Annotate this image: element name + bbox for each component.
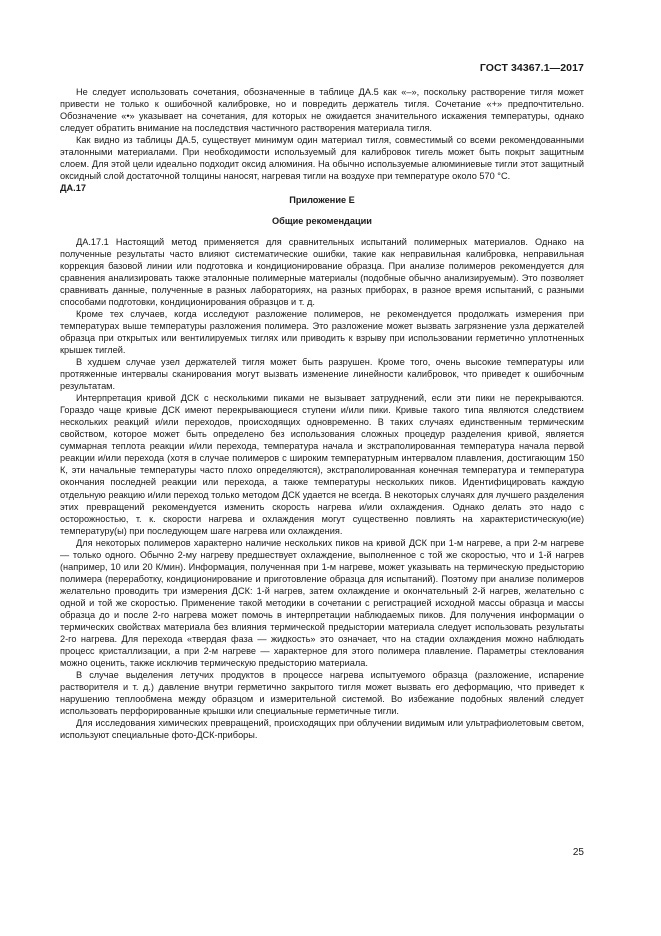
section-number: ДА.17 [60, 183, 86, 194]
paragraph: Интерпретация кривой ДСК с несколькими пиками не вызывает затруднений, если эти пики не перекрываются. Гораздо чаще кривые ДСК имеют перекрывающиеся ступени и/или пики. Кривые такого типа являются следствием нескольких реакций и/или переходов, происходящих одновременно. В таких случаях единственным термическим свойством, которое может быть определено без использования сложных процедур разделения кривой, является суммарная теплота реакции и/или перехода, температура начала и экстраполированная температура начала первой реакции и/или перехода (хотя в случае полимеров с широким температурным интервалом плавления, достигающим 150 К, эти начальные температуры часто плохо определяются), экстраполированная конечная температура и температура окончания последней реакции или перехода, а также температуры нескольких пиков. Идентифицировать каждую отдельную реакцию и/или переход только методом ДСК удается не всегда. В некоторых случаях для лучшего разделения этих превращений рекомендуется изменить скорость нагрева и/или охлаждения. Однако делать это надо с осторожностью, т. к. скорости нагрева и охлаждения могут существенно повлиять на характеристическую(ие) температуру(ы) при последующем шаге нагрева или охлаждения. [60, 393, 584, 536]
paragraph: Не следует использовать сочетания, обозначенные в таблице ДА.5 как «–», поскольку растворение тигля может привести не только к ошибочной калибровке, но и повредить держатель тигля. Сочетание «+» предпочтительно. Обозначение «•» указывает на сочетания, для которых не ожидается значительного искажения температуры, однако следует обратить внимание на последствия частичного растворения материала тигля. [60, 87, 584, 134]
document-body [60, 86, 584, 741]
paragraph: Как видно из таблицы ДА.5, существует минимум один материал тигля, совместимый со всеми рекомендованными эталонными материалами. При необходимости используемый для калибровок тигель может быть покрыт защитным слоем. Для этой цели идеально подходит оксид алюминия. На обычно используемые алюминиевые тигли этот защитный оксидный слой достаточной толщины наносят, нагревая тигли на воздухе при температуре около 570 °С. [60, 135, 584, 182]
appendix-title: Приложение Е [289, 195, 355, 206]
paragraph: В случае выделения летучих продуктов в процессе нагрева испытуемого образца (разложение, испарение растворителя и т. д.) давление внутри герметично закрытого тигля может вызвать его деформацию, что приведет к нарушению теплообмена между образцом и измерительной системой. Во избежание подобных явлений следует использовать перфорированные крышки или специальные герметичные тигли. [60, 670, 584, 717]
paragraph: ДА.17.1 Настоящий метод применяется для сравнительных испытаний полимерных материалов. Однако на полученные результаты часто влияют систематические ошибки, такие как неправильная калибровка, неправильная коррекция базовой линии или подготовка и кондиционирование образца. При анализе полимеров рекомендуется для сравнения анализировать также эталонные полимерные материалы (подобные обычно анализируемым). Это позволяет сравнивать данные, полученные в разных лабораториях, на разных приборах, в разное время испытаний, с разными способами подготовки, кондиционирования образцов и т. д. [60, 236, 584, 307]
paragraph: Для некоторых полимеров характерно наличие нескольких пиков на кривой ДСК при 1-м нагреве, а при 2-м нагреве — только одного. Обычно 2-му нагреву предшествует охлаждение, выполненное с той же скоростью, что и 1-й нагрев (например, 10 или 20 К/мин). Информация, полученная при 1-м нагреве, может указывать на термическую предысторию полимера (переработку, кондиционирование и приготовление образца для испытаний). Поэтому при анализе полимеров желательно проводить три измерения ДСК: 1-й нагрев, затем охлаждение и окончательный 2-й нагрев, желательно с одной и той же скоростью. Применение такой методики в сочетании с регистрацией исходной массы образца и массы образца до и после 2-го нагрева может помочь в интерпретации наблюдаемых пиков. Для получения информации о термических свойствах материала без влияния термической предыстории материала следует использовать результаты 2-го нагрева. Для перехода «твердая фаза — жидкость» это означает, что на стадии охлаждения можно наблюдать процесс кристаллизации, а при 2-м нагреве — характерное для этого полимера плавление. Параметры стеклования можно оценить, также исключив термическую предысторию материала. [60, 537, 584, 669]
appendix-subtitle: Общие рекомендации [272, 216, 372, 227]
page-number: 25 [572, 847, 584, 858]
paragraph: В худшем случае узел держателей тигля может быть разрушен. Кроме того, очень высокие температуры или протяженные интервалы сканирования могут вызвать изменение линейности калибровок, что приведет к ошибочным результатам. [60, 356, 584, 392]
paragraph: Кроме тех случаев, когда исследуют разложение полимеров, не рекомендуется продолжать измерения при температурах выше температуры разложения полимера. Это разложение может вызвать загрязнение узла держателей образца при открытых или вентилируемых тиглях или приводить к взрыву при использовании герметично уплотненных крышек тиглей. [60, 308, 584, 355]
paragraph: Для исследования химических превращений, происходящих при облучении видимым или ультрафиолетовым светом, используют специальные фото-ДСК-приборы. [60, 718, 584, 741]
standard-header: ГОСТ 34367.1—2017 [479, 62, 584, 74]
